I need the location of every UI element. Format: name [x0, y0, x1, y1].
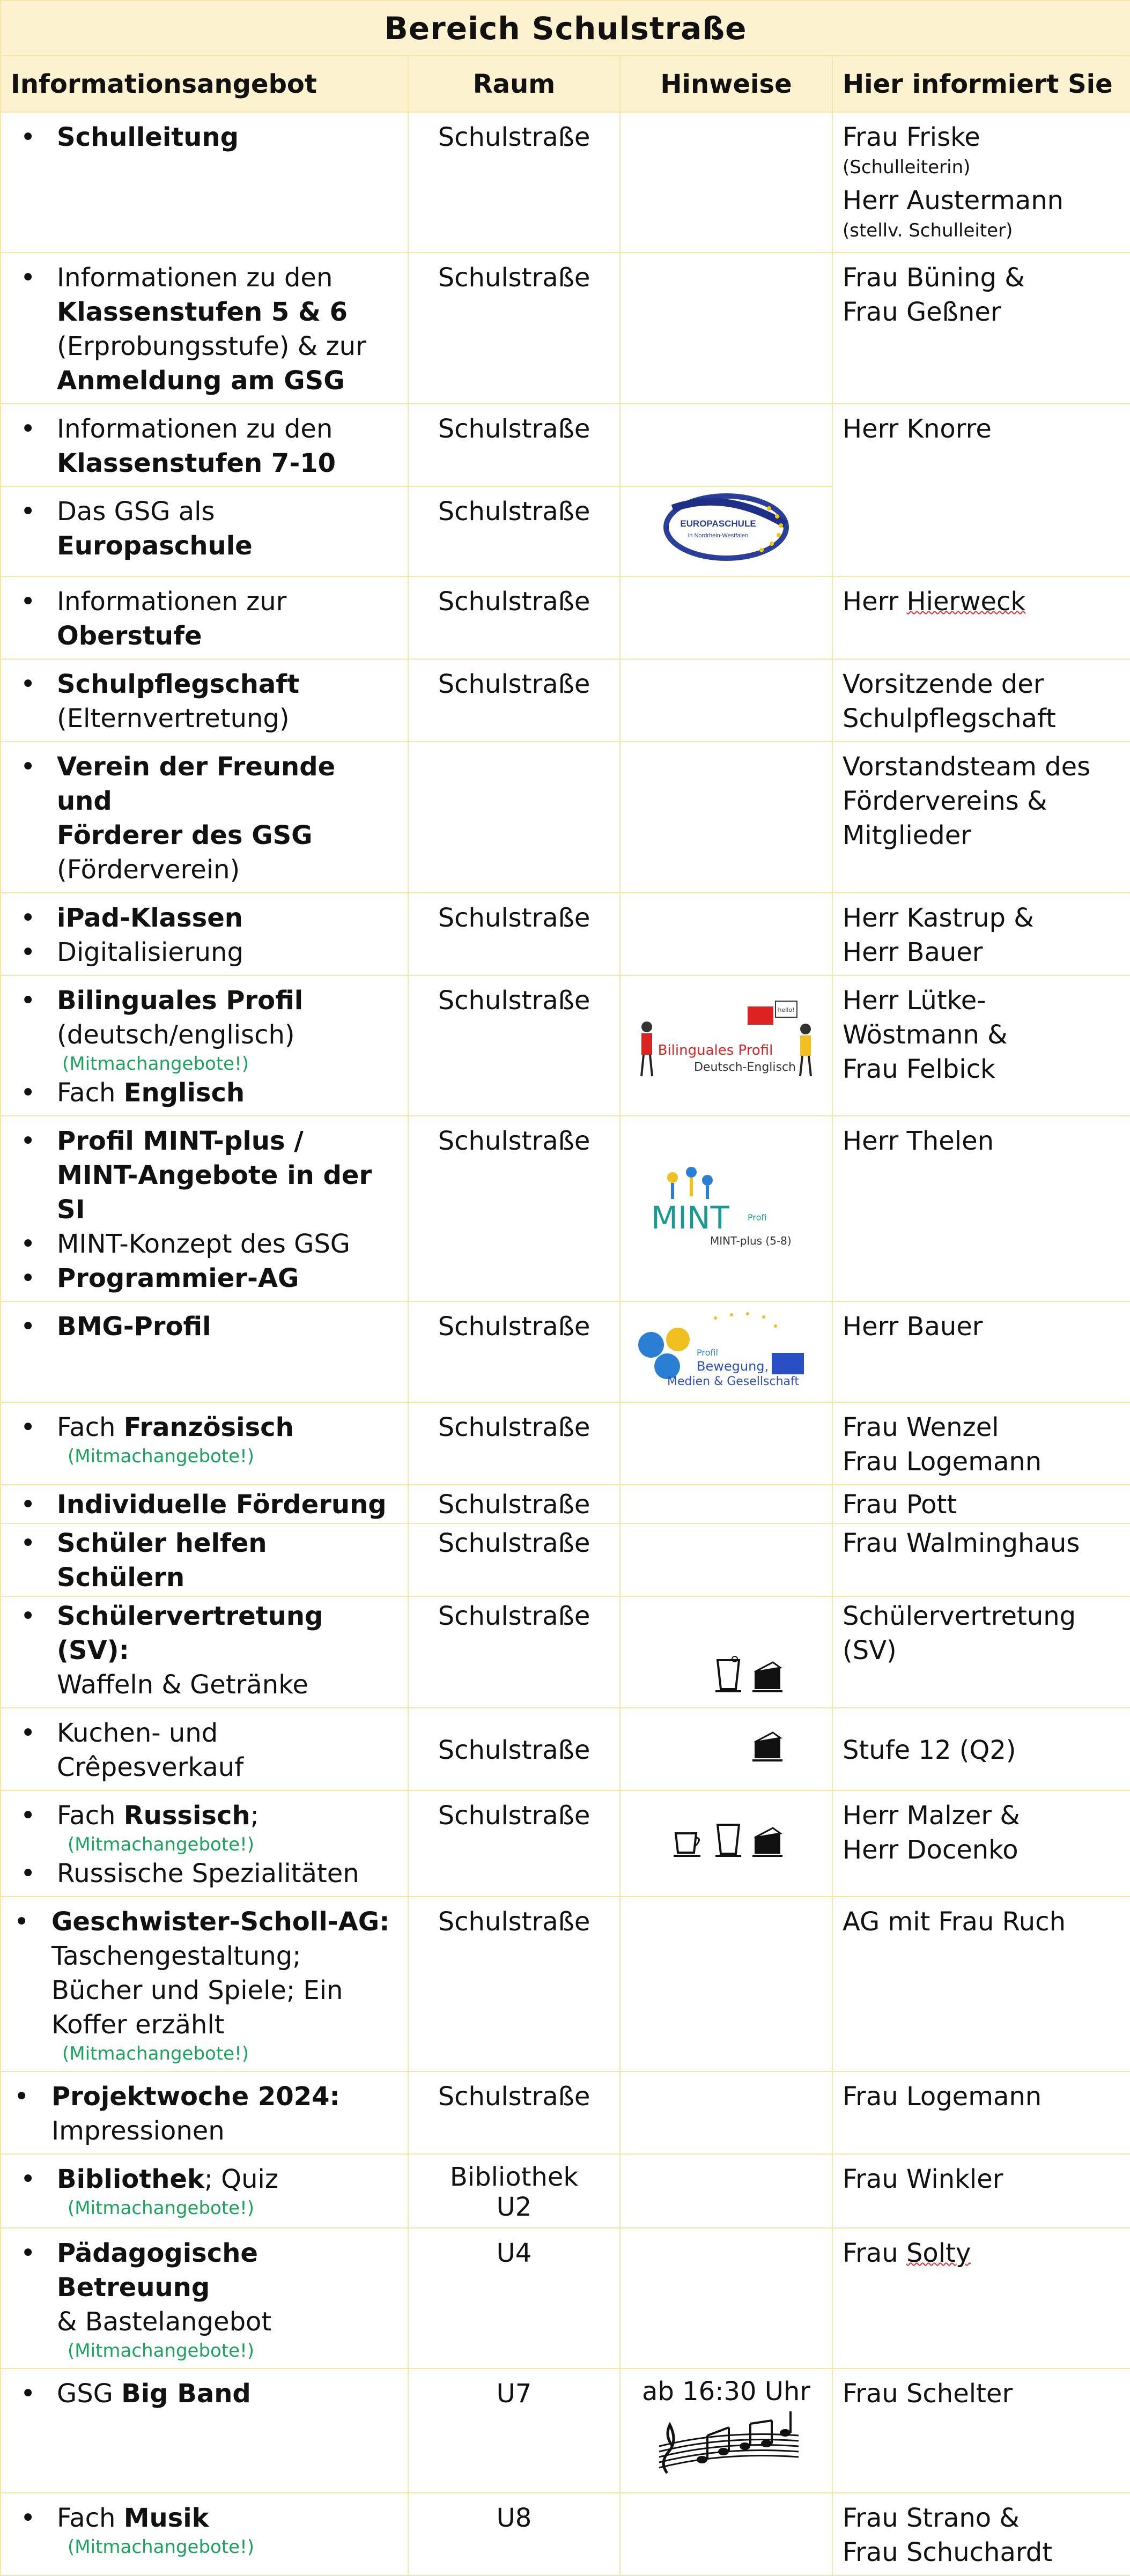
logo-text: MINT	[651, 1200, 729, 1236]
offer-title: Verein der Freunde und	[57, 752, 336, 816]
contact: Vorsitzende der	[843, 669, 1044, 699]
offer-text: Taschengestaltung;	[51, 1941, 301, 1971]
offer-title: Europaschule	[57, 531, 253, 561]
room: U8	[408, 2493, 620, 2575]
table-row	[1, 742, 1130, 893]
table-row	[1, 1116, 1130, 1301]
offer-text: Waffeln & Getränke	[57, 1670, 308, 1700]
offer-title: Projektwoche 2024:	[51, 2082, 340, 2112]
offer-text: Kuchen- und	[57, 1718, 218, 1748]
header-hinweise: Hinweise	[620, 56, 832, 112]
room: Schulstraße	[408, 576, 620, 659]
cake-icon	[751, 1670, 784, 1700]
cake-icon	[751, 1739, 784, 1769]
music-notes-icon	[648, 2409, 804, 2478]
table-row	[1, 893, 1130, 975]
logo-text: in Nordrhein-Westfalen	[688, 532, 749, 539]
contact: Herr Kastrup &	[843, 903, 1034, 933]
mitmach-note: (Mitmachangebote!)	[68, 1446, 254, 1467]
table-row	[1, 2071, 1130, 2154]
room: Schulstraße	[408, 1301, 620, 1402]
offer-title: iPad-Klassen	[57, 903, 243, 933]
contact-name: Hierweck	[906, 587, 1026, 617]
mint-logo	[640, 1156, 812, 1253]
bullet: •	[20, 986, 36, 1016]
offer-title: Schulleitung	[57, 122, 239, 152]
room: Schulstraße	[408, 253, 620, 404]
contact: Herr Bauer	[832, 1301, 1130, 1402]
offer-text: (Elternvertretung)	[57, 704, 290, 734]
bullet: •	[20, 752, 36, 782]
room: U2	[496, 2192, 532, 2222]
coffee-cup-icon	[673, 1834, 705, 1864]
mitmach-note: (Mitmachangebote!)	[68, 2340, 254, 2362]
contact: Vorstandsteam des	[843, 752, 1091, 782]
table-row	[1, 1790, 1130, 1897]
offer-title: Geschwister-Scholl-AG:	[51, 1907, 390, 1937]
contact: Herr Lütke-	[843, 986, 986, 1016]
room: Schulstraße	[408, 1523, 620, 1596]
contact: Herr Docenko	[843, 1835, 1018, 1865]
bullet: •	[20, 1718, 36, 1748]
header-kontakt: Hier informiert Sie	[832, 56, 1130, 112]
contact: Frau Pott	[832, 1485, 1130, 1523]
bullet: •	[20, 1859, 36, 1889]
bullet: •	[20, 497, 36, 527]
offer-text: GSG	[57, 2379, 122, 2409]
contact: Schülervertretung	[843, 1601, 1076, 1631]
contact: Frau Friske	[843, 122, 980, 152]
table-row	[1, 975, 1130, 1116]
offer-text: ;	[250, 1801, 259, 1831]
offer-title: Schülervertretung (SV):	[57, 1601, 323, 1665]
contact: Frau	[843, 2238, 906, 2268]
offer-title: Englisch	[123, 1078, 245, 1108]
offer-text: Digitalisierung	[57, 937, 243, 967]
mitmach-note: (Mitmachangebote!)	[68, 1834, 254, 1855]
bmg-logo	[635, 1307, 817, 1388]
bullet: •	[20, 903, 36, 933]
bullet: •	[20, 1126, 36, 1156]
offer-title: Russisch	[123, 1801, 250, 1831]
logo-text: hello!	[778, 1006, 795, 1013]
contact: Frau Winkler	[832, 2154, 1130, 2228]
bullet: •	[20, 2503, 36, 2533]
room: Bibliothek	[449, 2162, 579, 2192]
offer-text: Informationen zu den	[57, 263, 333, 293]
offer-text: Informationen zur	[57, 587, 287, 617]
offer-title: Klassenstufen 5 & 6	[57, 297, 348, 327]
table-row	[1, 2493, 1130, 2575]
contact: Herr Malzer &	[843, 1801, 1020, 1831]
offer-title: Klassenstufen 7-10	[57, 448, 336, 478]
offer-text: MINT-Konzept des GSG	[57, 1229, 350, 1259]
offer-text: Fach	[57, 1412, 124, 1442]
offer-title: Individuelle Förderung	[57, 1490, 387, 1520]
bullet: •	[20, 1528, 36, 1558]
offer-title: Anmeldung am GSG	[57, 366, 345, 396]
offer-text: Informationen zu den	[57, 414, 333, 444]
table-row	[1, 1301, 1130, 1402]
table-row	[1, 112, 1130, 253]
offer-text: & Bastelangebot	[57, 2307, 272, 2337]
offer-title: Profil MINT-plus /	[57, 1126, 304, 1156]
contact: Schulpflegschaft	[843, 704, 1056, 734]
table-row	[1, 2228, 1130, 2368]
europaschule-logo	[662, 492, 791, 562]
contact: Frau Büning &	[843, 263, 1025, 293]
logo-text: EUROPASCHULE	[680, 519, 756, 529]
logo-text: Medien & Gesellschaft	[667, 1375, 799, 1388]
bullet: •	[20, 2379, 36, 2409]
table-row	[1, 1402, 1130, 1485]
room: Schulstraße	[408, 659, 620, 742]
offer-title: Französisch	[123, 1412, 294, 1442]
bullet: •	[20, 1312, 36, 1342]
room: Schulstraße	[408, 1485, 620, 1523]
drink-icon	[713, 1834, 743, 1864]
bullet: •	[20, 587, 36, 617]
room: Schulstraße	[408, 112, 620, 253]
room: Schulstraße	[408, 486, 620, 576]
contact-role: (Schulleiterin)	[843, 157, 971, 178]
logo-text: Bilinguales Profil	[658, 1042, 773, 1058]
offer-text: Das GSG als	[57, 497, 215, 527]
offer-title: Big Band	[121, 2379, 251, 2409]
offer-title: Musik	[123, 2503, 209, 2533]
contact: Frau Wenzel	[843, 1412, 999, 1442]
room: Schulstraße	[408, 2071, 620, 2154]
offer-title: Schüler helfen Schülern	[57, 1528, 267, 1593]
bullet: •	[20, 1601, 36, 1631]
contact: Herr Bauer	[843, 937, 983, 967]
bullet: •	[20, 1078, 36, 1108]
offer-title: Programmier-AG	[57, 1263, 299, 1293]
offer-text: Fach	[57, 1078, 124, 1108]
bullet: •	[20, 414, 36, 444]
drink-icon	[713, 1670, 743, 1700]
contact-name: Solty	[906, 2238, 971, 2268]
offer-text: Fach	[57, 1801, 124, 1831]
logo-text: MINT-plus (5-8)	[710, 1234, 792, 1247]
room: Schulstraße	[408, 1116, 620, 1301]
offer-title: Bilinguales Profil	[57, 986, 304, 1016]
offer-text: (Förderverein)	[57, 855, 240, 885]
contact: Herr Austermann	[843, 186, 1064, 216]
page-title: Bereich Schulstraße	[1, 1, 1130, 56]
bullet: •	[20, 263, 36, 293]
table-row	[1, 2368, 1130, 2493]
offer-text: (deutsch/englisch)	[57, 1020, 295, 1050]
contact: Fördervereins &	[843, 786, 1047, 816]
contact: Frau Strano &	[843, 2503, 1020, 2533]
offer-text: Fach	[57, 2503, 124, 2533]
table-row	[1, 253, 1130, 404]
offer-text: Impressionen	[51, 2116, 225, 2146]
offer-text: Bücher und Spiele; Ein	[51, 1975, 343, 2005]
bilingual-logo	[635, 996, 817, 1087]
time-note: ab 16:30 Uhr	[641, 2377, 810, 2407]
room: Schulstraße	[408, 893, 620, 975]
bullet: •	[20, 1412, 36, 1442]
offer-text: Crêpesverkauf	[57, 1752, 244, 1782]
offer-title: Förderer des GSG	[57, 820, 313, 850]
contact: Herr	[843, 587, 907, 617]
bullet: •	[20, 2164, 36, 2194]
room: U7	[408, 2368, 620, 2493]
offer-title: MINT-Angebote in der SI	[57, 1160, 372, 1225]
contact: Frau Geßner	[843, 297, 1001, 327]
bullet: •	[14, 1907, 29, 1937]
contact: Wöstmann &	[843, 1020, 1008, 1050]
offer-title: Bibliothek	[57, 2164, 204, 2194]
contact: AG mit Frau Ruch	[832, 1897, 1130, 2071]
offer-title: BMG-Profil	[57, 1312, 211, 1342]
offer-text: ; Quiz	[204, 2164, 279, 2194]
room: Schulstraße	[408, 404, 620, 486]
room: U4	[408, 2228, 620, 2368]
contact: Frau Schelter	[832, 2368, 1130, 2493]
bullet: •	[20, 937, 36, 967]
offer-text: Russische Spezialitäten	[57, 1859, 359, 1889]
contact: Frau Walminghaus	[832, 1523, 1130, 1596]
bullet: •	[20, 669, 36, 699]
contact: Mitglieder	[843, 820, 971, 850]
room: Schulstraße	[408, 1897, 620, 2071]
table-row	[1, 1523, 1130, 1596]
header-info: Informationsangebot	[1, 56, 408, 112]
offer-title: Pädagogische Betreuung	[57, 2238, 258, 2303]
table-row	[1, 576, 1130, 659]
contact: Herr Thelen	[832, 1116, 1130, 1301]
bullet: •	[20, 1801, 36, 1831]
room: Schulstraße	[408, 1790, 620, 1897]
room: Schulstraße	[408, 975, 620, 1116]
contact: (SV)	[843, 1635, 897, 1665]
mitmach-note: (Mitmachangebote!)	[62, 1053, 249, 1075]
offer-text: Koffer erzählt	[51, 2010, 225, 2040]
logo-text: Deutsch-Englisch	[693, 1061, 796, 1074]
bullet: •	[20, 1229, 36, 1259]
table-row	[1, 1708, 1130, 1790]
logo-text: Profi	[748, 1212, 767, 1223]
table-row	[1, 2154, 1130, 2228]
logo-text: Bewegung,	[697, 1359, 769, 1374]
contact-role: (stellv. Schulleiter)	[843, 220, 1013, 241]
offer-title: Oberstufe	[57, 621, 202, 651]
room: Schulstraße	[408, 1708, 620, 1790]
logo-text: Profil	[697, 1348, 718, 1358]
table-row	[1, 1596, 1130, 1708]
bullet: •	[20, 122, 36, 152]
bullet: •	[14, 2082, 29, 2112]
contact: Frau Schuchardt	[843, 2537, 1053, 2567]
contact: Stufe 12 (Q2)	[832, 1708, 1130, 1790]
offer-title: Schulpflegschaft	[57, 669, 300, 699]
bullet: •	[20, 1263, 36, 1293]
room: Schulstraße	[408, 1596, 620, 1708]
mitmach-note: (Mitmachangebote!)	[68, 2536, 254, 2558]
bullet: •	[20, 1490, 36, 1520]
mitmach-note: (Mitmachangebote!)	[62, 2043, 249, 2064]
room: Schulstraße	[408, 1402, 620, 1485]
contact: Frau Felbick	[843, 1054, 995, 1084]
contact: Frau Logemann	[843, 1447, 1042, 1477]
contact: Frau Logemann	[832, 2071, 1130, 2154]
offer-text: (Erprobungsstufe) & zur	[57, 331, 366, 361]
table-row	[1, 404, 1130, 486]
bullet: •	[20, 2238, 36, 2268]
contact: Herr Knorre	[832, 404, 1130, 576]
header-raum: Raum	[408, 56, 620, 112]
table-row	[1, 659, 1130, 742]
mitmach-note: (Mitmachangebote!)	[68, 2197, 254, 2219]
table-row	[1, 1897, 1130, 2071]
cake-icon	[751, 1834, 784, 1864]
table-row	[1, 1485, 1130, 1523]
